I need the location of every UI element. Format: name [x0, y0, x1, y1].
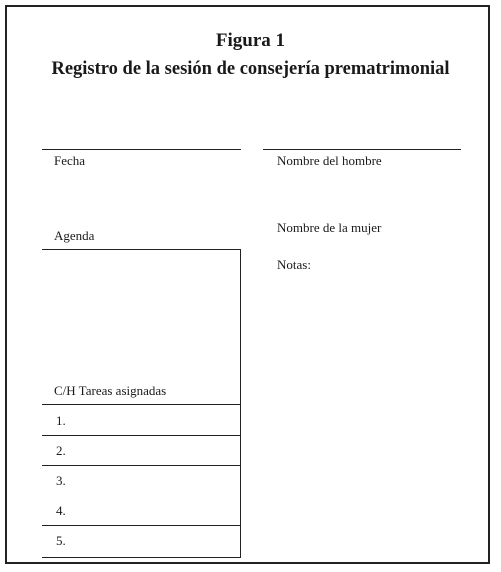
task-item-3: 3. [56, 473, 66, 488]
figure-title: Figura 1 [215, 30, 286, 51]
task-item-2: 2. [56, 443, 66, 458]
agenda-label: Agenda [54, 228, 95, 243]
task-item-4: 4. [56, 503, 66, 518]
form-frame [5, 5, 490, 564]
tasks-divider-1 [42, 404, 241, 405]
figure-subtitle: Registro de la sesión de consejería prematrimonial [51, 59, 450, 79]
notes-label: Notas: [277, 257, 311, 272]
task-item-1: 1. [56, 413, 66, 428]
task-item-5: 5. [56, 533, 66, 548]
tasks-divider-3 [42, 465, 241, 466]
woman-name-label: Nombre de la mujer [277, 220, 382, 235]
tasks-header: C/H Tareas asignadas [54, 383, 167, 398]
man-name-label: Nombre del hombre [277, 153, 382, 168]
agenda-box-top [42, 249, 241, 250]
date-line [42, 149, 241, 150]
tasks-box-bottom [42, 557, 241, 558]
date-label: Fecha [54, 153, 86, 168]
man-name-line [263, 149, 461, 150]
tasks-divider-2 [42, 435, 241, 436]
tasks-divider-4 [42, 525, 241, 526]
